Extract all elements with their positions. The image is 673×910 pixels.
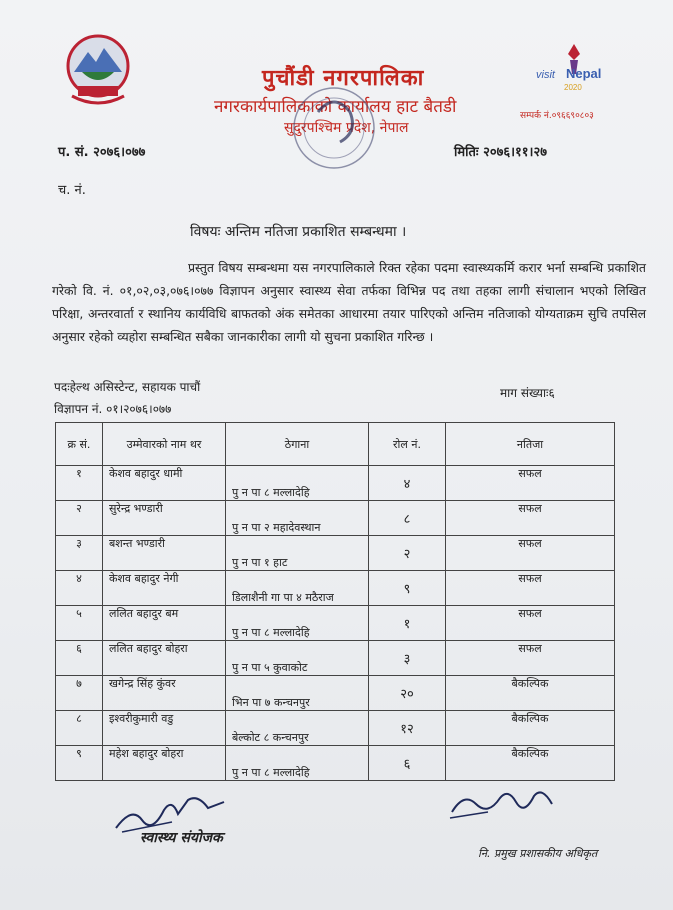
table-row [56,501,615,536]
office-name: नगरकार्यपालिकाको कार्यालय हाट बैतडी [214,97,457,117]
reference-number: प. सं. २०७६।०७७ [58,145,146,160]
cell-address: पु न पा ८ मल्लादेहि [226,606,369,641]
cell-sn: २ [56,501,103,536]
cell-address: पु न पा २ महादेवस्थान [226,501,369,536]
table-row [56,571,615,606]
cell-name: सुरेन्द्र भण्डारी [103,501,226,536]
cell-sn: ९ [56,746,103,781]
cell-roll: २० [369,676,446,711]
admin-officer-label: नि. प्रमुख प्रशासकीय अधिकृत [478,847,598,860]
letter-body: प्रस्तुत विषय सम्बन्धमा यस नगरपालिकाले रिक्त रहेका पदमा स्वास्थ्यकर्मि करार भर्ना सम्बन्धि प्रकाशित गरेको वि. नं. ०१,०२,०३,०७६।०७७ विज्ञापन अनुसार स्वास्थ्य सेवा तर्फका विभिन्न पद तथा तहका लागी संचालान भएको लिखित परिक्षा, अन्तरवार्ता र स्थानिय कार्यविधि बाफतको अंक समेतका आधारमा तयार पारिएको अन्तिम नतिजाको योग्यताक्रम सुचि तपसिल अनुसार रहेको व्यहोरा सम्बन्धित सबैका जानकारीका लागी यो सुचना प्रकाशित गरिन्छ । [52,260,646,344]
cell-name: महेश बहादुर बोहरा [103,746,226,781]
demand-count: माग संख्याः६ [500,386,555,400]
table-row [56,746,615,781]
cell-roll: १ [369,606,446,641]
cell-address: भिन पा ७ कन्चनपुर [226,676,369,711]
cell-name: केशव बहादुर धामी [103,466,226,501]
col-header-name: उम्मेवारको नाम थर [103,423,226,466]
cell-name: केशव बहादुर नेगी [103,571,226,606]
results-table [55,422,615,781]
letter-date: मितिः २०७६।११।२७ [454,145,548,160]
cell-result: बैकल्पिक [446,711,615,746]
letter-subject: विषयः अन्तिम नतिजा प्रकाशित सम्बन्धमा । [190,224,407,240]
cell-roll: ९ [369,571,446,606]
cell-result: सफल [446,606,615,641]
table-row [56,536,615,571]
cell-sn: ४ [56,571,103,606]
cell-roll: ३ [369,641,446,676]
table-header-row [56,423,615,466]
cell-sn: ५ [56,606,103,641]
svg-text:Nepal: Nepal [566,66,602,81]
cell-name: ललित बहादुर बम [103,606,226,641]
svg-text:visit: visit [536,69,555,81]
cell-roll: ४ [369,466,446,501]
col-header-roll: रोल नं. [369,423,446,466]
cell-address: पु न पा १ हाट [226,536,369,571]
contact-number: सम्पर्क नं.०९६६९०८०३ [520,111,594,121]
cell-sn: ८ [56,711,103,746]
cell-result: सफल [446,641,615,676]
table-row [56,711,615,746]
svg-text:2020: 2020 [564,83,582,92]
post-line: पदःहेल्थ असिस्टेन्ट, सहायक पाचौं [54,380,201,394]
cell-address: पु न पा ८ मल्लादेहि [226,466,369,501]
advertisement-number: विज्ञापन नं. ०१।२०७६।०७७ [54,402,172,416]
col-header-address: ठेगाना [226,423,369,466]
province-line: सुदुरपश्चिम प्रदेश, नेपाल [284,120,409,136]
right-signature [448,782,558,822]
cell-name: बशन्त भण्डारी [103,536,226,571]
municipality-title: पुचौंडी नगरपालिका [262,66,425,91]
cell-name: इश्वरीकुमारी वडु [103,711,226,746]
cell-address: पु न पा ५ कुवाकोट [226,641,369,676]
office-stamp [288,82,380,174]
table-row [56,641,615,676]
cell-roll: २ [369,536,446,571]
col-header-result: नतिजा [446,423,615,466]
cell-address: पु न पा ८ मल्लादेहि [226,746,369,781]
cell-sn: ७ [56,676,103,711]
visit-nepal-logo [534,40,624,95]
table-row [56,466,615,501]
cell-sn: ३ [56,536,103,571]
cell-address: डिलाशैनी गा पा ४ मठैराज [226,571,369,606]
dispatch-number: च. नं. [58,183,86,198]
cell-roll: ८ [369,501,446,536]
cell-roll: ६ [369,746,446,781]
nepal-emblem-icon [62,30,134,108]
cell-result: सफल [446,571,615,606]
cell-result: सफल [446,501,615,536]
table-row [56,676,615,711]
table-row [56,606,615,641]
col-header-sn: क्र सं. [56,423,103,466]
cell-roll: १२ [369,711,446,746]
cell-result: सफल [446,536,615,571]
cell-name: खगेन्द्र सिंह कुंवर [103,676,226,711]
health-coordinator-label: स्वास्थ्य संयोजक [140,830,223,846]
cell-name: ललित बहादुर बोहरा [103,641,226,676]
cell-result: बैकल्पिक [446,746,615,781]
cell-sn: १ [56,466,103,501]
cell-address: बेल्कोट ८ कन्चनपुर [226,711,369,746]
cell-result: बैकल्पिक [446,676,615,711]
cell-sn: ६ [56,641,103,676]
cell-result: सफल [446,466,615,501]
